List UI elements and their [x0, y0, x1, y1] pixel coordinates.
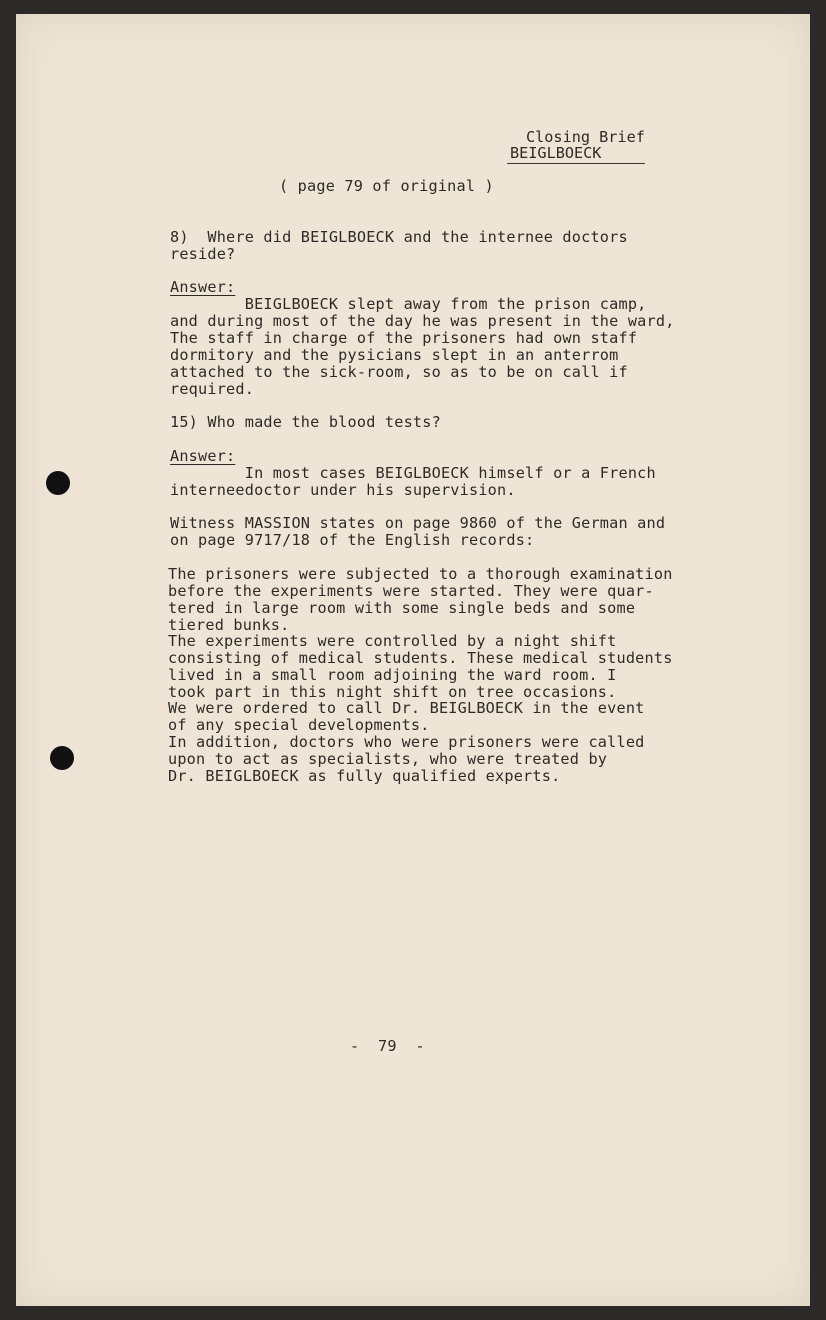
answer-2-line: interneedoctor under his supervision. [170, 481, 516, 499]
answer-label: Answer: [170, 447, 236, 465]
testimony-line: took part in this night shift on tree occasions. [168, 683, 617, 701]
witness-line: Witness MASSION states on page 9860 of the German and [170, 514, 666, 532]
answer-1-line: The staff in charge of the prisoners had own staff [170, 329, 638, 347]
answer-1-line: attached to the sick-room, so as to be on call if [170, 363, 628, 381]
testimony-line: We were ordered to call Dr. BEIGLBOECK in the event [168, 699, 645, 717]
testimony-line: tered in large room with some single beds and some [168, 599, 636, 617]
question-8-line-1: 8) Where did BEIGLBOECK and the internee doctors [170, 228, 628, 246]
question-8-line-2: reside? [170, 245, 236, 263]
testimony-line: consisting of medical students. These medical students [168, 649, 673, 667]
page-number: - 79 - [350, 1037, 425, 1055]
testimony-line: The prisoners were subjected to a thorough examination [168, 565, 673, 583]
answer-1-line: required. [170, 380, 255, 398]
testimony-line: before the experiments were started. They were quar- [168, 582, 654, 600]
testimony-line: of any special developments. [168, 716, 430, 734]
witness-line: on page 9717/18 of the English records: [170, 531, 535, 549]
answer-label: Answer: [170, 278, 236, 296]
answer-1-line: and during most of the day he was present in the ward, [170, 312, 675, 330]
binder-hole-bottom [50, 746, 74, 770]
testimony-line: In addition, doctors who were prisoners were called [168, 733, 645, 751]
answer-1-line: dormitory and the pysicians slept in an anterrom [170, 346, 619, 364]
answer-2-line: In most cases BEIGLBOECK himself or a French [170, 464, 656, 482]
testimony-line: tiered bunks. [168, 616, 290, 634]
testimony-line: Dr. BEIGLBOECK as fully qualified experts. [168, 767, 561, 785]
testimony-line: The experiments were controlled by a night shift [168, 632, 617, 650]
binder-hole-top [46, 471, 70, 495]
testimony-line: upon to act as specialists, who were treated by [168, 750, 608, 768]
testimony-line: lived in a small room adjoining the ward room. I [168, 666, 617, 684]
page-reference: ( page 79 of original ) [279, 177, 494, 195]
header-underline [507, 163, 645, 164]
header-subtitle: BEIGLBOECK [510, 144, 602, 162]
answer-1-line: BEIGLBOECK slept away from the prison camp, [170, 295, 647, 313]
question-15: 15) Who made the blood tests? [170, 413, 441, 431]
header-title: Closing Brief [526, 128, 645, 146]
